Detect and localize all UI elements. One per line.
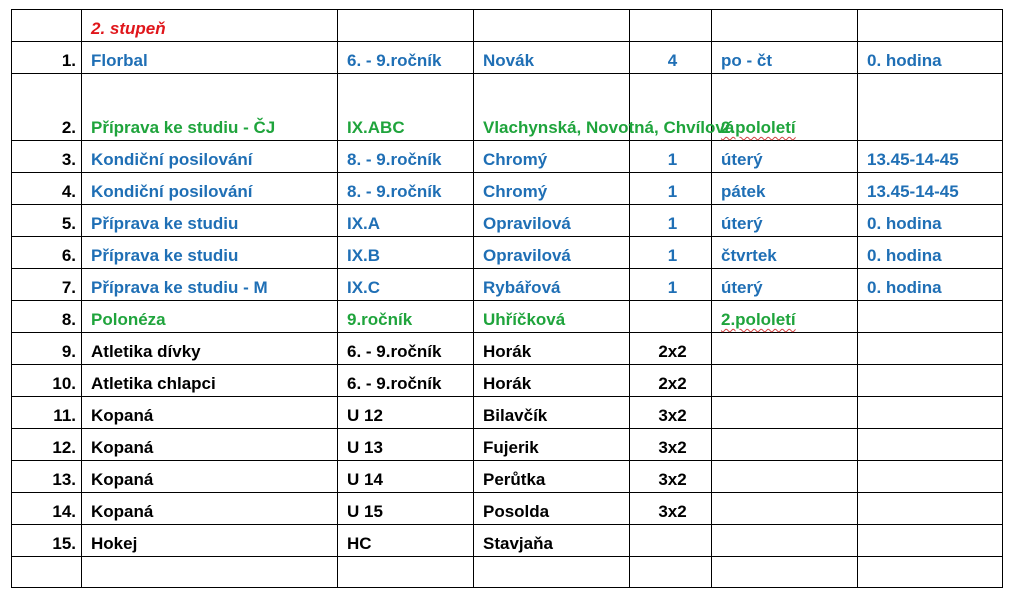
time-cell <box>858 333 1003 365</box>
hours-cell: 1 <box>630 237 712 269</box>
day-cell: úterý <box>712 269 858 301</box>
grade-cell: IX.B <box>338 237 474 269</box>
row-number: 7. <box>12 269 82 301</box>
time-cell <box>858 301 1003 333</box>
day-cell <box>712 74 858 141</box>
empty-cell <box>858 557 1003 588</box>
time-cell <box>858 429 1003 461</box>
hours-cell: 3x2 <box>630 461 712 493</box>
empty-cell <box>474 557 630 588</box>
table-row <box>12 525 1003 557</box>
grade-cell: IX.C <box>338 269 474 301</box>
table-row <box>12 493 1003 525</box>
grade-cell: U 15 <box>338 493 474 525</box>
time-cell <box>858 397 1003 429</box>
time-cell: 0. hodina <box>858 205 1003 237</box>
row-number: 13. <box>12 461 82 493</box>
grade-cell: U 13 <box>338 429 474 461</box>
hours-cell <box>630 301 712 333</box>
activity-cell: Atletika dívky <box>82 333 338 365</box>
header-empty-cell <box>12 10 82 42</box>
activity-cell: Příprava ke studiu - M <box>82 269 338 301</box>
time-cell <box>858 365 1003 397</box>
row-number: 12. <box>12 429 82 461</box>
day-cell: po - čt <box>712 42 858 74</box>
teacher-cell: Chromý <box>474 141 630 173</box>
time-cell: 0. hodina <box>858 237 1003 269</box>
hours-cell: 1 <box>630 173 712 205</box>
time-cell <box>858 493 1003 525</box>
day-cell <box>712 333 858 365</box>
hours-cell: 1 <box>630 205 712 237</box>
teacher-cell: Posolda <box>474 493 630 525</box>
hours-cell: 1 <box>630 269 712 301</box>
activity-cell: Kopaná <box>82 493 338 525</box>
grade-cell: 6. - 9.ročník <box>338 42 474 74</box>
activity-cell: Polonéza <box>82 301 338 333</box>
time-cell <box>858 525 1003 557</box>
day-cell: úterý <box>712 141 858 173</box>
grade-cell: 6. - 9.ročník <box>338 333 474 365</box>
table-row <box>12 429 1003 461</box>
day-cell <box>712 397 858 429</box>
activity-cell: Kopaná <box>82 429 338 461</box>
header-empty-cell <box>474 10 630 42</box>
day-cell: úterý <box>712 205 858 237</box>
row-number: 15. <box>12 525 82 557</box>
day-cell <box>712 525 858 557</box>
teacher-cell: Vlachynská, Novotná, Chvílová <box>474 74 630 141</box>
empty-cell <box>338 557 474 588</box>
activity-cell: Kopaná <box>82 397 338 429</box>
grade-cell: IX.A <box>338 205 474 237</box>
grade-cell: U 14 <box>338 461 474 493</box>
row-number: 5. <box>12 205 82 237</box>
teacher-cell: Opravilová <box>474 205 630 237</box>
table-row <box>12 141 1003 173</box>
table-row <box>12 301 1003 333</box>
row-number: 14. <box>12 493 82 525</box>
activity-cell: Atletika chlapci <box>82 365 338 397</box>
time-cell: 13.45-14-45 <box>858 141 1003 173</box>
hours-cell <box>630 525 712 557</box>
activity-cell: Kopaná <box>82 461 338 493</box>
activity-cell: Příprava ke studiu <box>82 205 338 237</box>
header-empty-cell <box>712 10 858 42</box>
row-number: 8. <box>12 301 82 333</box>
table-row <box>12 397 1003 429</box>
teacher-cell: Uhříčková <box>474 301 630 333</box>
teacher-cell: Fujerik <box>474 429 630 461</box>
teacher-cell: Horák <box>474 365 630 397</box>
teacher-cell: Novák <box>474 42 630 74</box>
teacher-cell: Stavjaňa <box>474 525 630 557</box>
table-row <box>12 237 1003 269</box>
grade-cell: IX.ABC <box>338 74 474 141</box>
empty-row <box>12 557 1003 588</box>
table-row <box>12 333 1003 365</box>
grade-cell: 6. - 9.ročník <box>338 365 474 397</box>
grade-cell: 8. - 9.ročník <box>338 173 474 205</box>
activity-cell: Kondiční posilování <box>82 141 338 173</box>
day-cell <box>712 461 858 493</box>
grade-cell: U 12 <box>338 397 474 429</box>
hours-cell: 4 <box>630 42 712 74</box>
teacher-cell: Rybářová <box>474 269 630 301</box>
row-number: 1. <box>12 42 82 74</box>
teacher-cell: Horák <box>474 333 630 365</box>
activity-cell: Příprava ke studiu - ČJ <box>82 74 338 141</box>
empty-cell <box>630 557 712 588</box>
header-empty-cell <box>338 10 474 42</box>
empty-cell <box>12 557 82 588</box>
hours-cell: 1 <box>630 141 712 173</box>
day-cell: čtvrtek <box>712 237 858 269</box>
table-row <box>12 365 1003 397</box>
header-row <box>12 10 1003 42</box>
day-cell <box>712 301 858 333</box>
time-cell: 0. hodina <box>858 269 1003 301</box>
grade-cell: HC <box>338 525 474 557</box>
table-row <box>12 173 1003 205</box>
grade-cell: 9.ročník <box>338 301 474 333</box>
row-number: 2. <box>12 74 82 141</box>
row-number: 6. <box>12 237 82 269</box>
time-cell <box>858 461 1003 493</box>
activity-cell: Florbal <box>82 42 338 74</box>
grade-cell: 8. - 9.ročník <box>338 141 474 173</box>
day-cell: pátek <box>712 173 858 205</box>
empty-cell <box>82 557 338 588</box>
row-number: 4. <box>12 173 82 205</box>
table-row <box>12 42 1003 74</box>
day-cell <box>712 365 858 397</box>
day-cell <box>712 429 858 461</box>
teacher-cell: Bilavčík <box>474 397 630 429</box>
day-cell <box>712 493 858 525</box>
empty-cell <box>712 557 858 588</box>
activity-cell: Hokej <box>82 525 338 557</box>
day-text: 2.pololetí <box>721 310 796 329</box>
time-cell: 0. hodina <box>858 42 1003 74</box>
activities-table <box>11 9 1003 588</box>
table-row <box>12 74 1003 141</box>
day-text: 2.pololetí <box>721 118 796 137</box>
teacher-cell: Opravilová <box>474 237 630 269</box>
hours-cell: 2x2 <box>630 333 712 365</box>
level-heading: 2. stupeň <box>82 10 338 42</box>
row-number: 3. <box>12 141 82 173</box>
time-cell <box>858 74 1003 141</box>
hours-cell: 3x2 <box>630 493 712 525</box>
teacher-cell: Chromý <box>474 173 630 205</box>
header-empty-cell <box>630 10 712 42</box>
hours-cell: 2x2 <box>630 365 712 397</box>
row-number: 9. <box>12 333 82 365</box>
row-number: 10. <box>12 365 82 397</box>
header-empty-cell <box>858 10 1003 42</box>
activity-cell: Kondiční posilování <box>82 173 338 205</box>
activity-cell: Příprava ke studiu <box>82 237 338 269</box>
table-row <box>12 461 1003 493</box>
table-row <box>12 205 1003 237</box>
hours-cell: 3x2 <box>630 397 712 429</box>
teacher-cell: Perůtka <box>474 461 630 493</box>
time-cell: 13.45-14-45 <box>858 173 1003 205</box>
hours-cell: 3x2 <box>630 429 712 461</box>
row-number: 11. <box>12 397 82 429</box>
table-row <box>12 269 1003 301</box>
